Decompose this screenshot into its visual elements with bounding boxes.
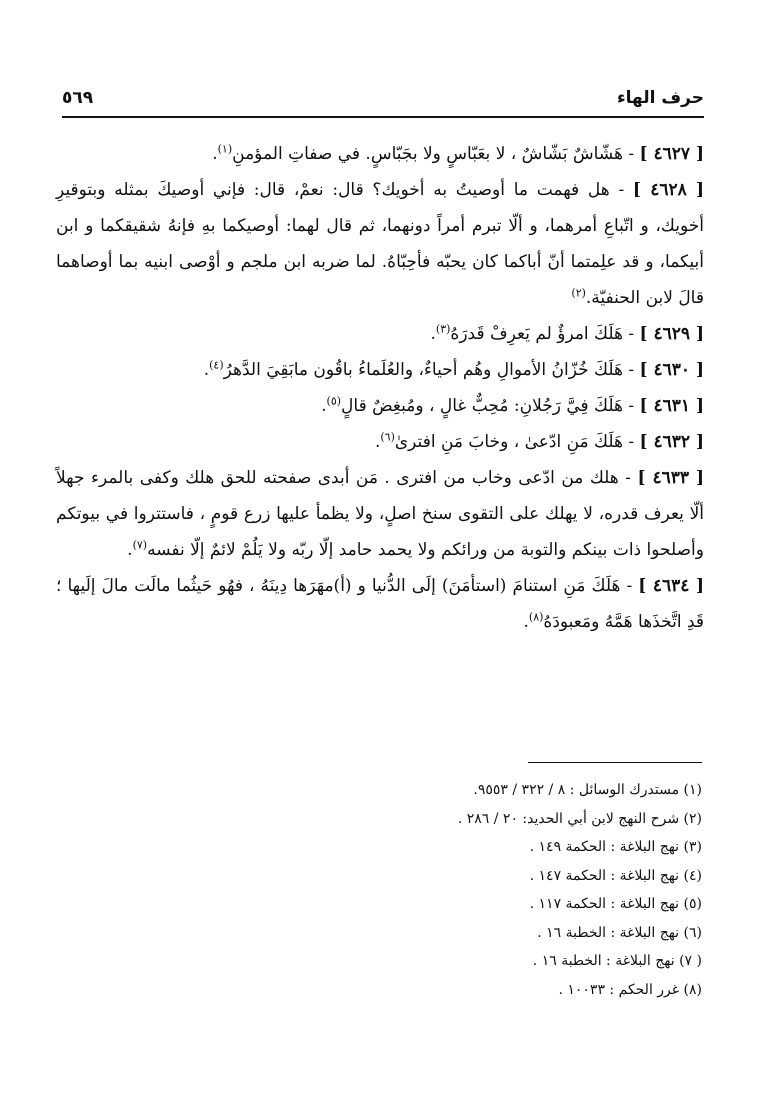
entry-4633 [56,460,704,568]
entry-4628 [56,172,704,316]
page-number: ٥٦٩ [62,88,94,108]
entry-number: [ ٤٦٣١ ] [639,396,704,416]
entry-end: . [321,396,327,416]
footnote-ref: (٣) [435,322,451,336]
footnote-ref: (١) [217,142,233,156]
entry-number: [ ٤٦٢٨ ] [632,180,705,200]
entry-text: - هَلَكَ مَنِ استنامَ (استأمَنَ) إلَى الدُّنيا و (أ)مهَرَها دِينَهُ ، فهُو حَيثُما مالَت مالَ إلَيها ؛ قَدِ اتَّخذَها هَمَّهُ ومَعبودَهُ [56,576,704,632]
entry-end: . [374,432,381,452]
footnote-ref: (٦) [380,430,395,444]
entry-text: - هل فهمت ما أوصيتُ به أخويك؟ قال: نعمْ، قال: فإني أوصيكَ بمثله وبتوقيرِ أخويك، و اتّباعِ أمرهما، و ألّا تبرم أمراً دونهما، ثم قال لهما: أوصيكما بهِ فإنهُ شقيقكما و ابن أبيكما، و قد علِمتما أنّ أباكما كان يحبّه فأحِبّاهُ. لما ضربه ابن ملجم و أوْصى ابنيه بما أوصاهما قالَ لابن الحنفيّة. [56,180,704,308]
entry-number: [ ٤٦٣٢ ] [639,432,704,452]
entry-4631 [56,388,704,424]
footnote-item: ( ٧) نهج البلاغة : الخطبة ١٦ . [532,953,702,969]
entry-end: . [430,324,436,344]
entry-4630 [56,352,704,388]
footnote-ref: (٥) [326,394,342,408]
entry-number: [ ٤٦٣٠ ] [639,360,704,380]
entry-text: - هَلَكَ مَنِ ادّعىٰ ، وخابَ مَنِ افترىٰ [394,432,635,452]
entry-number: [ ٤٦٣٤ ] [638,576,705,596]
entry-end: . [203,360,210,380]
footnote-item: (٦) نهج البلاغة : الخطبة ١٦ . [537,924,702,941]
footnote-item: (١) مستدرك الوسائل : ٨ / ٣٢٢ / ٩٥٥٣. [473,782,702,798]
footnote-item: (٣) نهج البلاغة : الحكمة ١٤٩ . [529,839,702,855]
footnote-item: (٢) شرح النهج لابن أبي الحديد: ٢٠ / ٢٨٦ . [457,810,702,827]
footnote-item: (٥) نهج البلاغة : الحكمة ١١٧ . [529,896,702,912]
footnote-ref: (٨) [528,610,544,624]
entry-4632 [56,424,704,460]
footnotes-list [282,776,702,1004]
entry-number: [ ٤٦٢٩ ] [639,324,704,344]
entry-text: - هَلَكَ خُزّانُ الأموالِ وهُم أحياءٌ، والعُلَماءُ باقُون مابَقِيَ الدَّهرُ [223,360,635,380]
footnote-ref: (٧) [132,538,148,552]
entry-text: - هلك من ادّعى وخاب من افترى . مَن أبدى صفحته للحق هلك وكفى بالمرء جهلاً ألّا يعرف قدره، لا يهلك على التقوى سنخ اصلٍ، ولا يظمأ عليها زرع قومٍ ، فاستتروا في بيوتكم وأصلحوا ذات بينكم والتوبة من ورائكم ولا يحمد حامد إلّا ربّه ولا يَلُمْ لائمٌ إلّا نفسه [56,468,704,560]
chapter-title: حرف الهاء [616,88,704,108]
entry-end: . [127,540,133,560]
footnote-divider [528,762,702,763]
entry-number: [ ٤٦٣٣ ] [637,468,705,488]
entry-text: - هَلَكَ فِيَّ رَجُلانِ: مُحِبٌّ غالٍ ، ومُبغِضٌ قالٍ [341,396,635,416]
footnote-item: (٤) نهج البلاغة : الحكمة ١٤٧ . [529,867,702,884]
page-header [62,86,704,118]
footnote-item: (٨) غرر الحكم : ١٠٠٣٣ . [558,981,702,998]
footnote-ref: (٤) [209,358,224,372]
entry-4629 [56,316,704,352]
entry-text: - هَشّاشٌ بَشّاشٌ ، لا بعَبّاسٍ ولا بجَبّاسٍ. في صفاتِ المؤمنِ [232,144,635,164]
entry-text: - هَلَكَ امرؤٌ لم يَعرِفْ قَدرَهُ [450,324,635,344]
entry-4627 [56,136,704,172]
entry-end: . [523,612,529,632]
entry-end: . [212,144,218,164]
footnote-ref: (٢) [571,286,586,300]
main-text [56,136,704,640]
entry-4634 [56,568,704,640]
entry-number: [ ٤٦٢٧ ] [639,144,704,164]
